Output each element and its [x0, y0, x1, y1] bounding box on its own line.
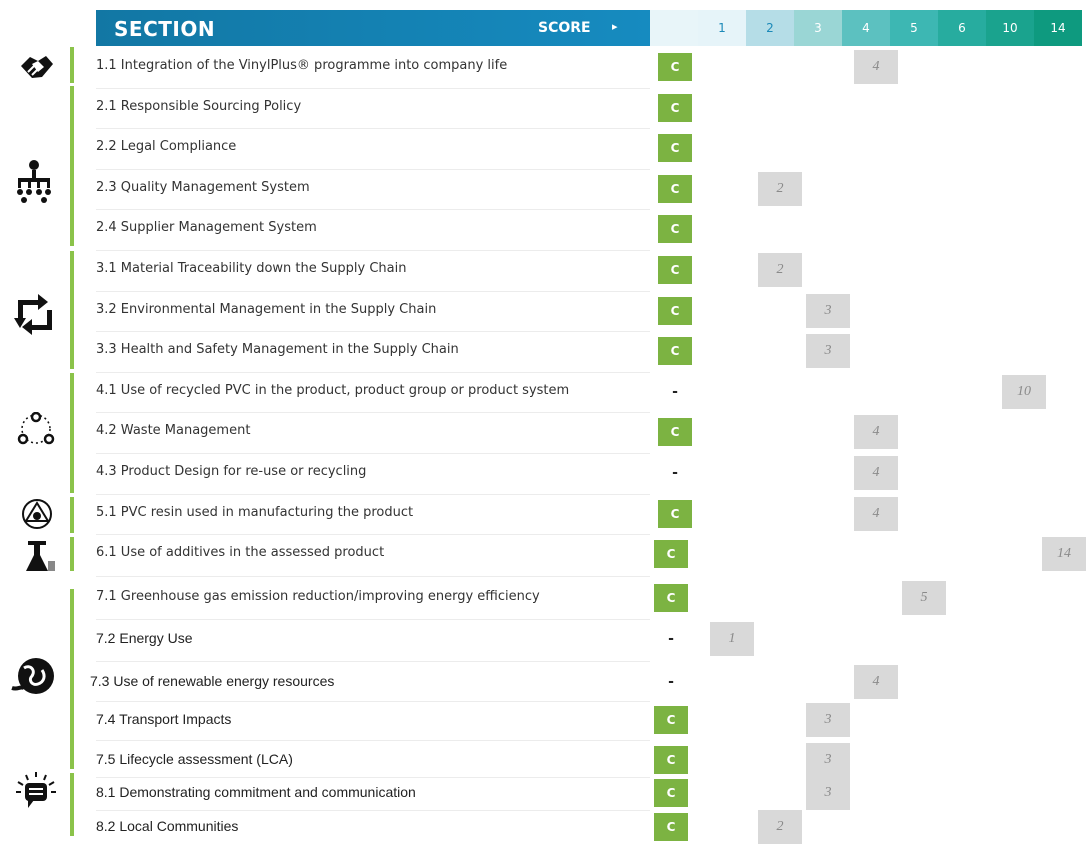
row-label: 8.2 Local Communities [96, 818, 239, 834]
row-label: 7.1 Greenhouse gas emission reduction/improving energy efficiency [96, 589, 540, 604]
row-divider [96, 661, 650, 662]
section-bar-2 [70, 86, 74, 246]
score-header-6: 6 [938, 10, 986, 46]
supply-chain-arrows-icon [14, 292, 58, 336]
status-compliant-badge: C [658, 175, 692, 203]
status-compliant-badge: C [658, 94, 692, 122]
flask-icon [26, 539, 56, 575]
row-label: 6.1 Use of additives in the assessed product [96, 545, 385, 560]
status-compliant-badge: C [654, 584, 688, 612]
section-bar-6 [70, 537, 74, 571]
score-value-box: 14 [1042, 537, 1086, 571]
status-dash: - [672, 465, 678, 481]
row-label: 3.3 Health and Safety Management in the Supply Chain [96, 342, 459, 357]
row-divider [96, 128, 650, 129]
status-compliant-badge: C [654, 706, 688, 734]
row-label: 7.3 Use of renewable energy resources [90, 673, 335, 689]
section-bar-7 [70, 589, 74, 769]
section-bar-5 [70, 497, 74, 533]
row-divider [96, 534, 650, 535]
row-label: 5.1 PVC resin used in manufacturing the product [96, 505, 414, 520]
status-column-header [650, 10, 698, 46]
status-compliant-badge: C [658, 256, 692, 284]
row-divider [96, 701, 650, 702]
row-divider [96, 740, 650, 741]
resin-icon [20, 497, 54, 531]
row-divider [96, 209, 650, 210]
status-dash: - [668, 631, 674, 647]
speech-bubble-icon [14, 770, 58, 810]
status-compliant-badge: C [654, 779, 688, 807]
recycling-cycle-icon [16, 412, 56, 448]
status-compliant-badge: C [654, 540, 688, 568]
status-compliant-badge: C [658, 337, 692, 365]
status-compliant-badge: C [654, 746, 688, 774]
score-arrow-icon: ▸ [612, 20, 618, 33]
row-label: 4.2 Waste Management [96, 423, 251, 438]
score-value-box: 5 [902, 581, 946, 615]
row-divider [96, 619, 650, 620]
score-header-5: 5 [890, 10, 938, 46]
row-label: 8.1 Demonstrating commitment and communication [96, 784, 416, 800]
score-value-box: 4 [854, 456, 898, 490]
row-divider [96, 88, 650, 89]
score-header-2: 2 [746, 10, 794, 46]
score-value-box: 10 [1002, 375, 1046, 409]
score-value-box: 2 [758, 253, 802, 287]
hierarchy-icon [14, 158, 54, 206]
status-compliant-badge: C [658, 134, 692, 162]
row-label: 7.4 Transport Impacts [96, 711, 232, 727]
status-compliant-badge: C [658, 215, 692, 243]
score-value-box: 2 [758, 810, 802, 844]
section-bar-1 [70, 47, 74, 83]
status-compliant-badge: C [654, 813, 688, 841]
row-divider [96, 372, 650, 373]
score-value-box: 4 [854, 415, 898, 449]
score-header-4: 4 [842, 10, 890, 46]
score-value-box: 1 [710, 622, 754, 656]
status-dash: - [672, 384, 678, 400]
status-compliant-badge: C [658, 418, 692, 446]
row-divider [96, 576, 650, 577]
row-label: 7.2 Energy Use [96, 630, 193, 646]
score-value-box: 3 [806, 776, 850, 810]
score-header-10: 10 [986, 10, 1034, 46]
row-divider [96, 291, 650, 292]
score-value-box: 3 [806, 334, 850, 368]
row-label: 7.5 Lifecycle assessment (LCA) [96, 751, 293, 767]
score-value-box: 3 [806, 294, 850, 328]
globe-icon [10, 656, 58, 700]
score-header-1: 1 [698, 10, 746, 46]
status-compliant-badge: C [658, 500, 692, 528]
row-divider [96, 250, 650, 251]
score-value-box: 2 [758, 172, 802, 206]
row-label: 2.2 Legal Compliance [96, 139, 237, 154]
section-bar-4 [70, 373, 74, 493]
section-header [96, 10, 650, 46]
row-divider [96, 412, 650, 413]
handshake-icon [18, 52, 56, 82]
section-bar-8 [70, 773, 74, 836]
row-divider [96, 453, 650, 454]
row-label: 4.1 Use of recycled PVC in the product, product group or product system [96, 383, 570, 398]
score-header-3: 3 [794, 10, 842, 46]
row-divider [96, 810, 650, 811]
score-value-box: 4 [854, 665, 898, 699]
row-divider [96, 494, 650, 495]
row-label: 3.2 Environmental Management in the Supply Chain [96, 302, 437, 317]
score-header-14: 14 [1034, 10, 1082, 46]
status-dash: - [668, 674, 674, 690]
score-value-box: 4 [854, 497, 898, 531]
score-header-label: SCORE [538, 20, 591, 36]
section-bar-3 [70, 251, 74, 369]
row-label: 2.3 Quality Management System [96, 180, 310, 195]
status-compliant-badge: C [658, 297, 692, 325]
row-label: 3.1 Material Traceability down the Supply Chain [96, 261, 407, 276]
score-value-box: 4 [854, 50, 898, 84]
row-divider [96, 331, 650, 332]
row-label: 1.1 Integration of the VinylPlus® programme into company life [96, 58, 508, 73]
row-label: 2.1 Responsible Sourcing Policy [96, 99, 302, 114]
row-label: 2.4 Supplier Management System [96, 220, 317, 235]
row-label: 4.3 Product Design for re-use or recycling [96, 464, 367, 479]
status-compliant-badge: C [658, 53, 692, 81]
section-header-label: SECTION [114, 17, 216, 41]
score-value-box: 3 [806, 743, 850, 777]
row-divider [96, 169, 650, 170]
row-divider [96, 777, 650, 778]
score-value-box: 3 [806, 703, 850, 737]
